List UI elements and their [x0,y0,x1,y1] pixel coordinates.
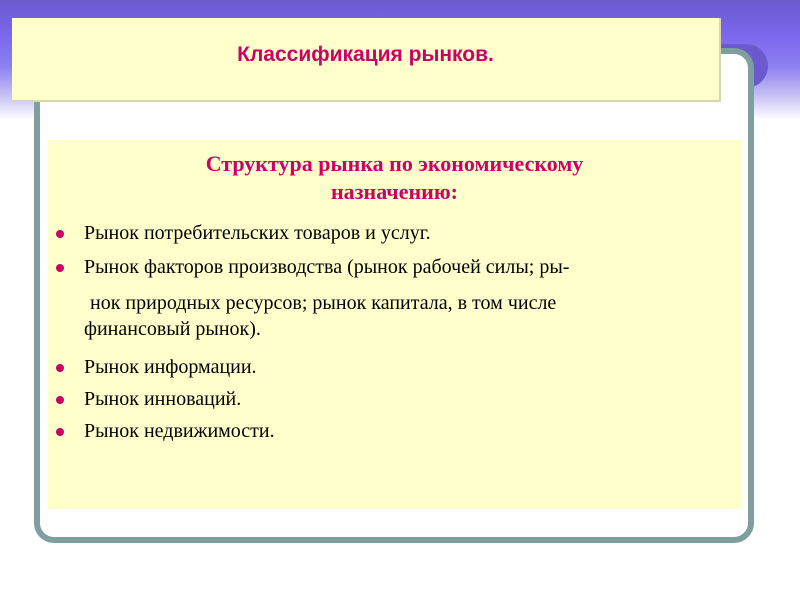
list-item-text: Рынок информации. [84,356,257,378]
bullet-icon [56,364,64,372]
bullet-icon [56,264,64,272]
heading-line-2: назначению: [331,179,458,204]
list-item-text: нок природных ресурсов; рынок капитала, в том числе [90,292,557,314]
slide-title: Классификация рынков. [237,43,494,66]
bullet-icon [56,428,64,436]
list-item-text: Рынок инноваций. [84,388,242,410]
heading-line-1: Структура рынка по экономическому [205,151,584,176]
bullet-icon [56,396,64,404]
bullet-icon [56,230,64,238]
list-item-text: Рынок факторов производства (рынок рабочей силы; ры- [84,256,570,278]
list-item-text: финансовый рынок). [84,318,261,340]
content-box [48,140,741,509]
list-item-text: Рынок недвижимости. [84,420,275,442]
title-box [12,18,721,102]
content-heading [48,150,741,206]
list-item-text: Рынок потребительских товаров и услуг. [84,222,431,244]
